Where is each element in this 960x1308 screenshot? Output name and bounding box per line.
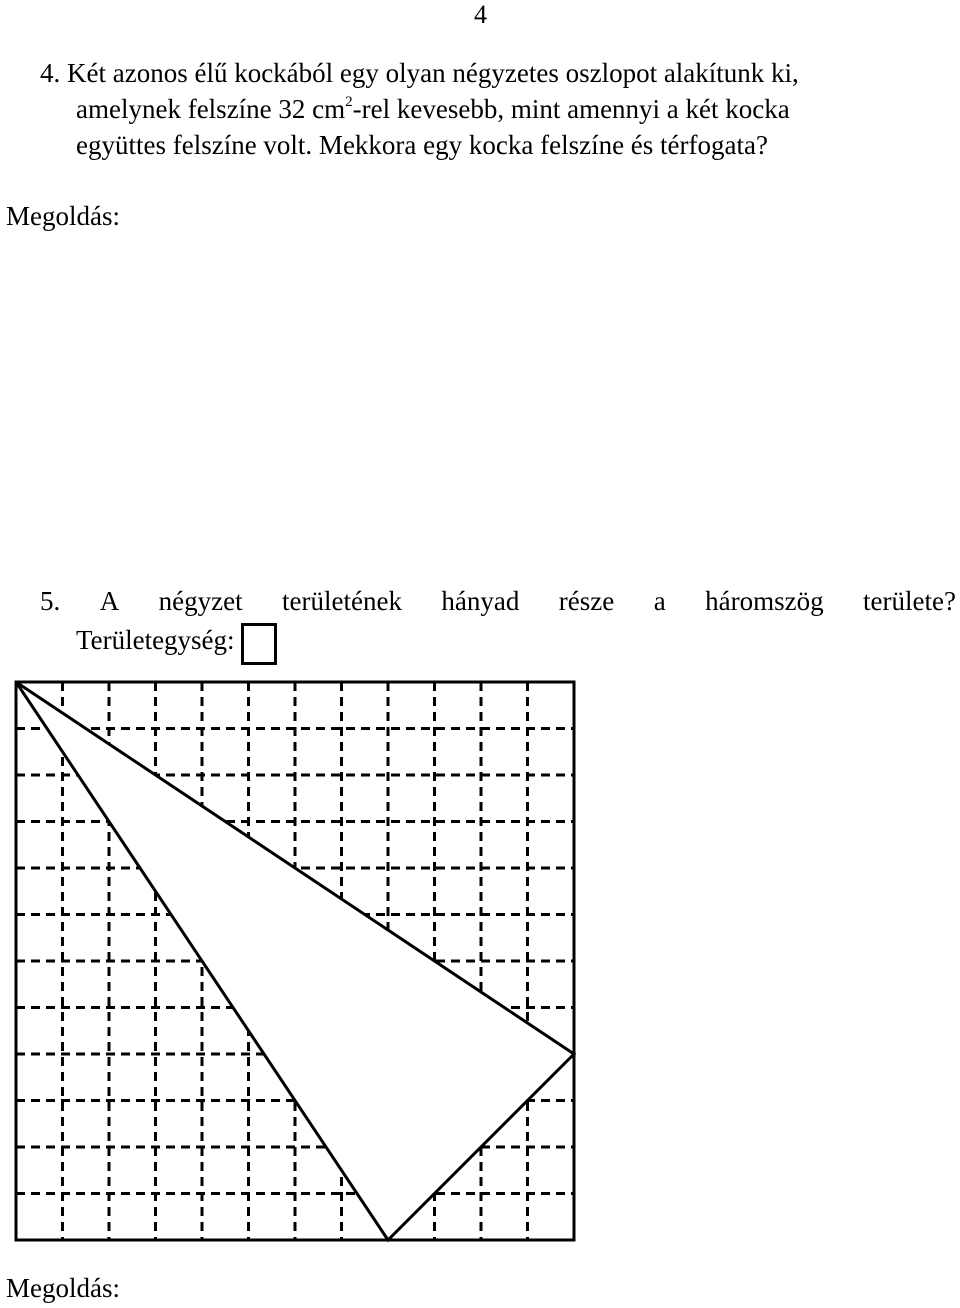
problem-5-word: A xyxy=(99,586,120,616)
problem-5-word: része xyxy=(558,586,615,616)
problem-5-word: a xyxy=(653,586,666,616)
problem-5-question xyxy=(40,583,956,619)
area-unit-row xyxy=(40,619,956,661)
area-unit-label: Területegység: xyxy=(76,625,235,655)
problem-5 xyxy=(40,583,956,661)
problem-5-word: hányad xyxy=(441,586,520,616)
problem-5-word: háromszög xyxy=(705,586,824,616)
problem-5-word: négyzet xyxy=(158,586,243,616)
problem-4-line-1: 4. Két azonos élű kockából egy olyan négyzetes oszlopot alakítunk ki, xyxy=(40,58,799,88)
superscript-2: 2 xyxy=(345,94,353,110)
problem-4-line-2-end: -rel kevesebb, mint amennyi a két kocka xyxy=(352,94,790,124)
problem-4-line-2-start: amelynek felszíne 32 cm xyxy=(76,94,346,124)
problem-5-word: 5. xyxy=(40,586,61,616)
problem-5-word: területe? xyxy=(863,586,956,616)
problem-4 xyxy=(40,55,956,163)
problem-4-line-3: együttes felszíne volt. Mekkora egy kocka felszíne és térfogata? xyxy=(76,130,768,160)
solution-4-label: Megoldás: xyxy=(6,201,120,231)
area-unit-square xyxy=(241,623,277,665)
problem-4-line-2 xyxy=(40,91,956,127)
page-number: 4 xyxy=(474,0,487,29)
solution-5-label: Megoldás: xyxy=(6,1273,120,1303)
grid-square-figure xyxy=(10,676,580,1246)
problem-5-word: területének xyxy=(282,586,402,616)
